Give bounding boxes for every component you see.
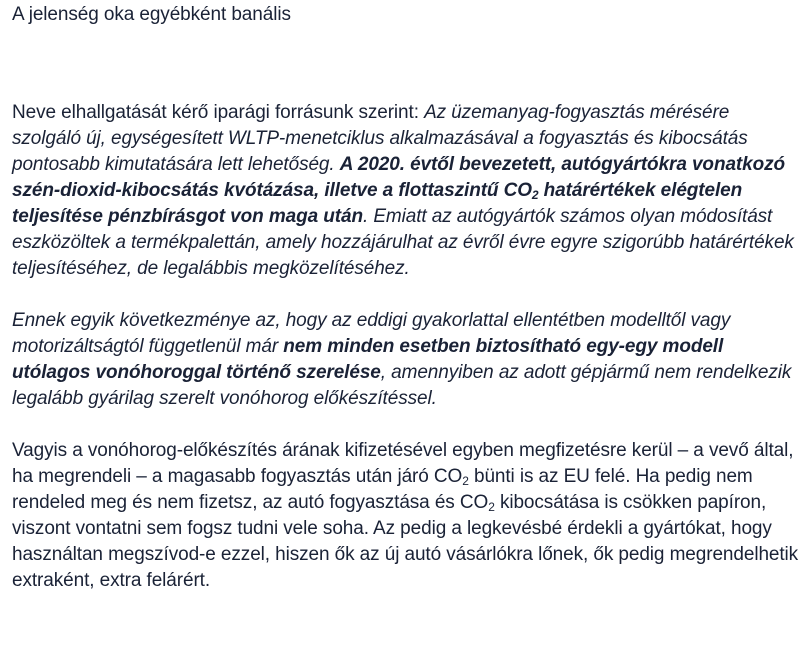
p2-text-2: , amennyiben az adott gépjármű nem rendelkezik legalább gyárilag szerelt vonóhorog előkészítéssel. [12, 362, 792, 409]
paragraph-consequence [12, 308, 802, 412]
p1-quote-end: . Emiatt az autógyártók számos olyan módosítást eszközöltek a termékpalettán, amely hozzájárulhat az évről évre egyre szigorúbb határértékek teljesítéséhez, de legalábbis megközelítéséhez. [12, 206, 794, 279]
co2-subscript: 2 [462, 474, 469, 488]
co2-subscript: 2 [488, 500, 495, 514]
p2-italic [12, 310, 791, 409]
p1-bold-text-1: A 2020. évtől bevezetett, autógyártókra vonatkozó szén-dioxid-kibocsátás kvótázása, illetve a flottaszintű CO [12, 154, 786, 201]
p2-bold: nem minden esetben biztosítható egy-egy modell utólagos vonóhoroggal történő szerelése [12, 336, 724, 383]
article-body [12, 0, 802, 594]
paragraph-conclusion [12, 438, 802, 594]
section-heading: A jelenség oka egyébként banális [12, 4, 291, 25]
p1-italic-quote [12, 102, 794, 279]
paragraph-source-quote [12, 100, 802, 282]
p1-bold-text-2: határértékek elégtelen teljesítése pénzbírásgot von maga után [12, 180, 743, 227]
p1-quote-text: Az üzemanyag-fogyasztás mérésére szolgáló új, egységesített WLTP-menetciklus alkalmazásával a fogyasztás és kibocsátás pontosabb kimutatására lett lehetőség. [12, 102, 748, 175]
co2-subscript: 2 [531, 188, 539, 202]
p3-text-3: kibocsátása is csökken papíron, viszont vontatni sem fogsz tudni vele soha. Az pedig a legkevésbé érdekli a gyártókat, hogy használtan megszívod-e ezzel, hiszen ők az új autó vásárlókra lőnek, ők pedig megrendelhetik extraként, extra felárért. [12, 492, 799, 591]
p3-text-1: Vagyis a vonóhorog-előkészítés árának kifizetésével egyben megfizetésre kerül – a vevő által, ha megrendeli – a magasabb fogyasztás után járó CO [12, 440, 794, 487]
p2-text-1: Ennek egyik következménye az, hogy az eddigi gyakorlattal ellentétben modelltől vagy motorizáltságtól függetlenül már [12, 310, 731, 357]
p3-text-2: bünti is az EU felé. Ha pedig nem rendeled meg és nem fizetsz, az autó fogyasztása és CO [12, 466, 753, 513]
p1-intro-text: Neve elhallgatását kérő iparági forrásunk szerint: [12, 102, 425, 123]
